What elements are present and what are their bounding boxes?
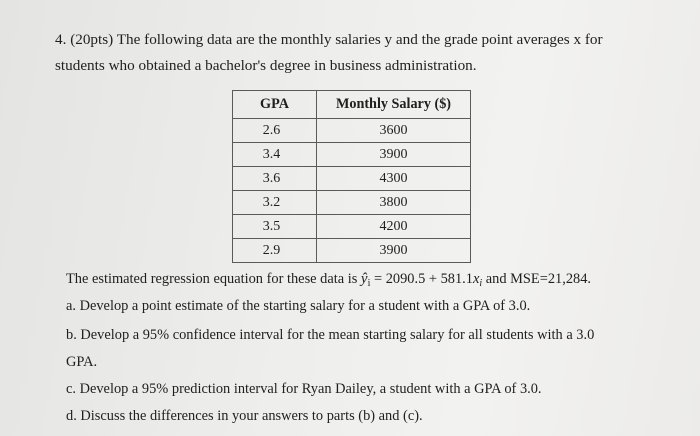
regression-equation: = 2090.5 + 581.1 [373,271,473,287]
regression-statement [66,271,591,289]
problem-statement [55,27,675,79]
table-row [233,167,471,191]
table-row [233,143,471,167]
table-row [233,191,471,215]
table-row [233,239,471,263]
part-a: a. Develop a point estimate of the starting salary for a student with a GPA of 3.0. [66,298,531,314]
part-c: c. Develop a 95% prediction interval for Ryan Dailey, a student with a GPA of 3.0. [66,381,542,397]
table-cell-salary: 3800 [317,191,471,215]
problem-intro-line-2: students who obtained a bachelor's degree in business administration. [55,57,477,74]
part-d: d. Discuss the differences in your answers to parts (b) and (c). [66,408,423,424]
data-table [232,90,471,263]
regression-mse: and MSE=21,284. [485,271,592,287]
table-cell-gpa: 3.2 [233,191,317,215]
table-header-gpa: GPA [233,91,317,119]
table-cell-salary: 3900 [317,143,471,167]
table-cell-gpa: 2.6 [233,119,317,143]
table-header-row [233,91,471,119]
regression-yhat: ŷ [360,271,368,287]
table-cell-gpa: 3.5 [233,215,317,239]
regression-x-variable: x [472,271,480,287]
part-b-line-2: GPA. [66,354,98,370]
table-cell-salary: 3600 [317,119,471,143]
table-cell-salary: 3900 [317,239,471,263]
table-cell-gpa: 3.4 [233,143,317,167]
table-cell-salary: 4300 [317,167,471,191]
regression-x-subscript: i [479,278,483,289]
regression-yhat-subscript: i [367,278,371,289]
regression-prefix: The estimated regression equation for these data is [66,271,358,287]
table-row [233,215,471,239]
table-row [233,119,471,143]
table-cell-gpa: 2.9 [233,239,317,263]
table-cell-gpa: 3.6 [233,167,317,191]
table-header-salary: Monthly Salary ($) [317,91,471,119]
problem-intro-line-1: 4. (20pts) The following data are the monthly salaries y and the grade point averages x for [55,31,603,48]
part-b-line-1: b. Develop a 95% confidence interval for the mean starting salary for all students with a 3.0 [66,327,595,343]
table-cell-salary: 4200 [317,215,471,239]
